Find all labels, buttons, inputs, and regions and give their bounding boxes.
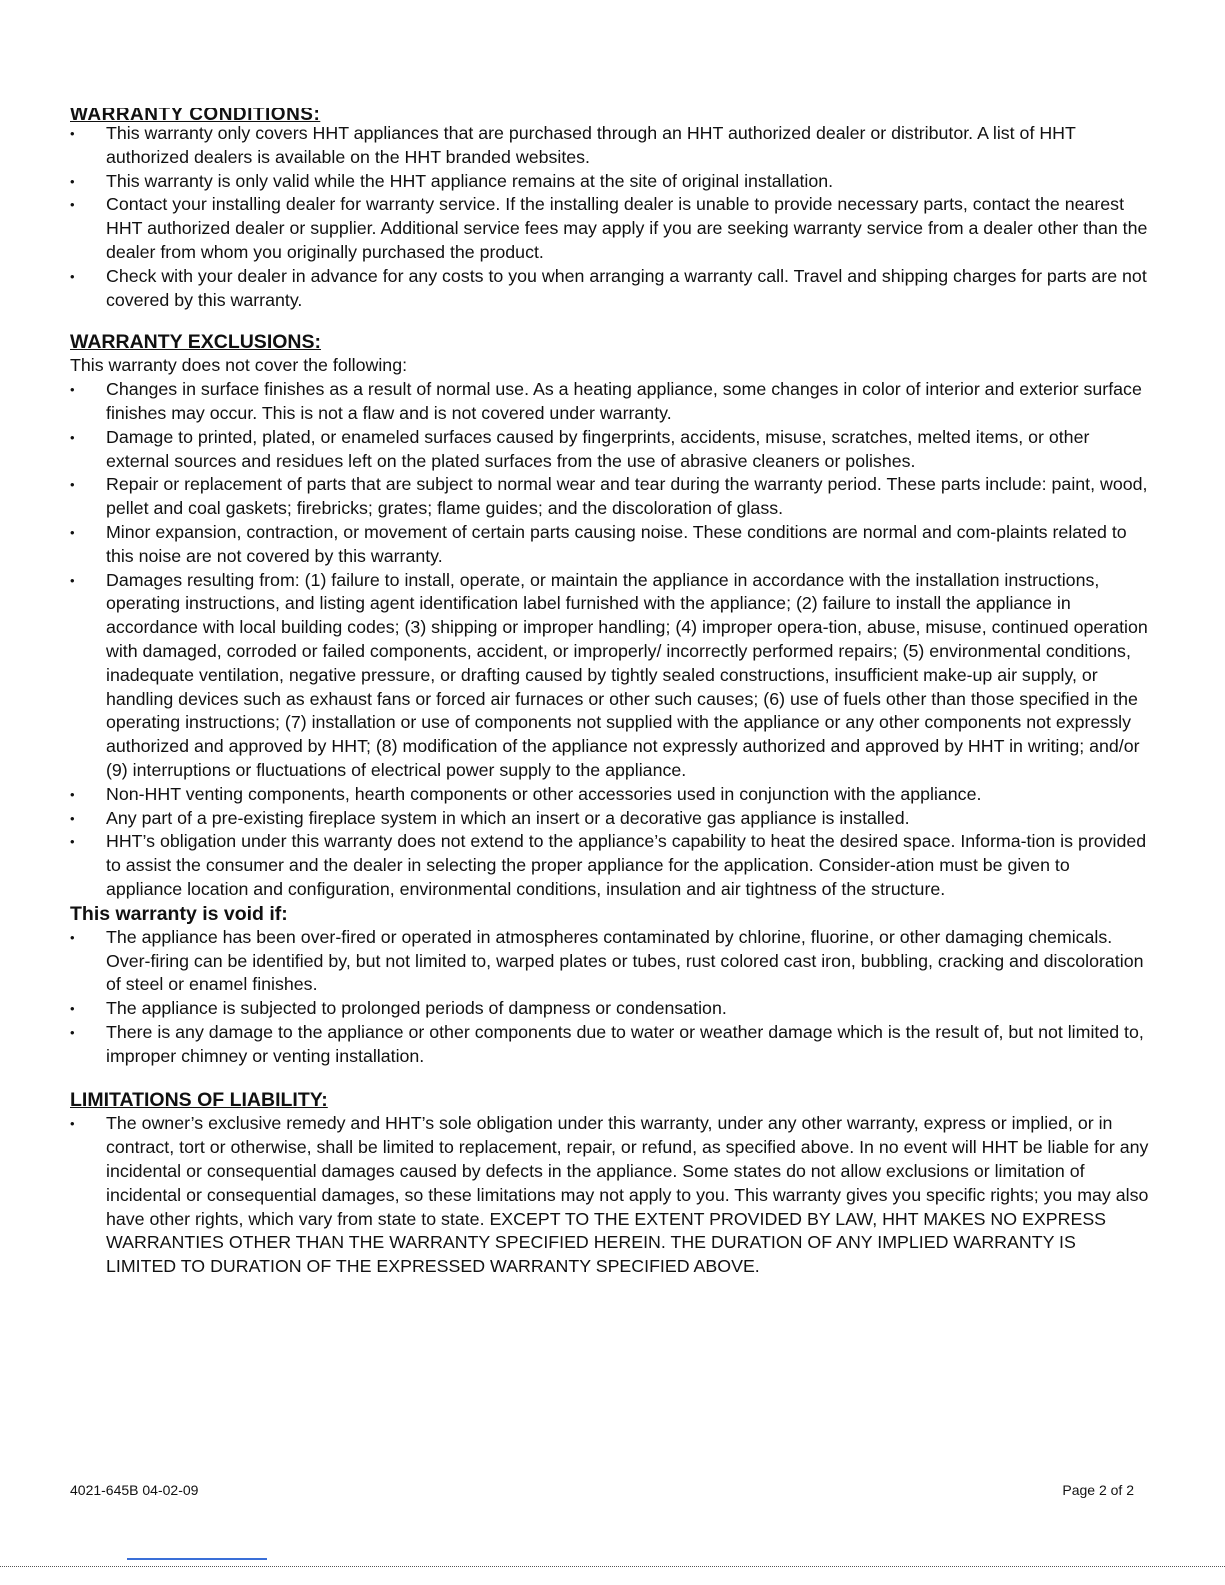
page-number: Page 2 of 2 (1062, 1482, 1134, 1498)
list-item: • This warranty is only valid while the HHT appliance remains at the site of original installation. (70, 170, 1150, 194)
liability-list (70, 1112, 1150, 1279)
list-item: • HHT’s obligation under this warranty does not extend to the appliance’s capability to heat the desired space. Informa-tion is provided to assist the consumer and the dealer in selecting the proper appliance for the application. Consider-ation must be given to appliance location and configuration, environmental conditions, insulation and air tightness of the structure. (70, 830, 1150, 901)
doc-number: 4021-645B 04-02-09 (70, 1482, 199, 1498)
conditions-heading: WARRANTY CONDITIONS: (70, 108, 321, 122)
exclusions-intro: This warranty does not cover the following: (70, 355, 408, 376)
list-item: • Repair or replacement of parts that are subject to normal wear and tear during the warranty period. These parts include: paint, wood, pellet and coal gaskets; firebricks; grates; flame guides; and the discoloration of glass. (70, 473, 1150, 521)
exclusions-heading: WARRANTY EXCLUSIONS: (70, 331, 321, 354)
list-item: • This warranty only covers HHT appliances that are purchased through an HHT authorized dealer or distributor. A list of HHT authorized dealers is available on the HHT branded websites. (70, 122, 1150, 170)
list-item: • There is any damage to the appliance or other components due to water or weather damage which is the result of, but not limited to, improper chimney or venting installation. (70, 1021, 1150, 1069)
list-item: • Changes in surface finishes as a result of normal use. As a heating appliance, some changes in color of interior and exterior surface finishes may occur. This is not a flaw and is not covered under warranty. (70, 378, 1150, 426)
list-item: • Contact your installing dealer for warranty service. If the installing dealer is unable to provide necessary parts, contact the nearest HHT authorized dealer or supplier. Additional service fees may apply if you are seeking warranty service from a dealer other than the dealer from whom you originally purchased the product. (70, 193, 1150, 264)
list-item: • The owner’s exclusive remedy and HHT’s sole obligation under this warranty, under any other warranty, express or implied, or in contract, tort or otherwise, shall be limited to replacement, repair, or refund, as specified above. In no event will HHT be liable for any incidental or consequential damages caused by defects in the appliance. Some states do not allow exclusions or limitation of incidental or consequential damages, so these limitations may not apply to you. This warranty gives you specific rights; you may also have other rights, which vary from state to state. EXCEPT TO THE EXTENT PROVIDED BY LAW, HHT MAKES NO EXPRESS WARRANTIES OTHER THAN THE WARRANTY SPECIFIED HEREIN. THE DURATION OF ANY IMPLIED WARRANTY IS LIMITED TO DURATION OF THE EXPRESSED WARRANTY SPECIFIED ABOVE. (70, 1112, 1150, 1279)
void-heading: This warranty is void if: (70, 902, 288, 925)
list-item: • Any part of a pre-existing fireplace system in which an insert or a decorative gas appliance is installed. (70, 807, 1150, 831)
list-item: • The appliance has been over-fired or operated in atmospheres contaminated by chlorine, fluorine, or other damaging chemicals. Over-firing can be identified by, but not limited to, warped plates or tubes, rust colored cast iron, bubbling, cracking and discoloration of steel or enamel finishes. (70, 926, 1150, 997)
list-item: • The appliance is subjected to prolonged periods of dampness or condensation. (70, 997, 1150, 1021)
page-edge-rule (0, 1566, 1225, 1567)
list-item: • Non-HHT venting components, hearth components or other accessories used in conjunction with the appliance. (70, 783, 1150, 807)
exclusions-list (70, 378, 1150, 902)
conditions-heading-clipped (70, 108, 1150, 122)
conditions-list (70, 122, 1150, 312)
document-body (70, 108, 1150, 1279)
list-item: • Check with your dealer in advance for any costs to you when arranging a warranty call. Travel and shipping charges for parts are not covered by this warranty. (70, 265, 1150, 313)
list-item: • Minor expansion, contraction, or movement of certain parts causing noise. These conditions are normal and com-plaints related to this noise are not covered by this warranty. (70, 521, 1150, 569)
list-item: • Damages resulting from: (1) failure to install, operate, or maintain the appliance in accordance with the installation instructions, operating instructions, and listing agent identification label furnished with the appliance; (2) failure to install the appliance in accordance with local building codes; (3) shipping or improper handling; (4) improper opera-tion, abuse, misuse, continued operation with damaged, corroded or failed components, accident, or improperly/ incorrectly performed repairs; (5) environmental conditions, inadequate ventilation, negative pressure, or drafting caused by tightly sealed constructions, insufficient make-up air supply, or handling devices such as exhaust fans or forced air furnaces or other such causes; (6) use of fuels other than those specified in the operating instructions; (7) installation or use of components not supplied with the appliance or any other components not expressly authorized and approved by HHT; (8) modification of the appliance not expressly authorized and approved by HHT in writing; and/or (9) interruptions or fluctuations of electrical power supply to the appliance. (70, 569, 1150, 783)
void-list (70, 926, 1150, 1069)
liability-heading: LIMITATIONS OF LIABILITY: (70, 1089, 328, 1112)
list-item: • Damage to printed, plated, or enameled surfaces caused by fingerprints, accidents, misuse, scratches, melted items, or other external sources and residues left on the plated surfaces from the use of abrasive cleaners or polishes. (70, 426, 1150, 474)
page-footer (70, 1482, 1134, 1498)
page-edge-accent (127, 1558, 267, 1560)
